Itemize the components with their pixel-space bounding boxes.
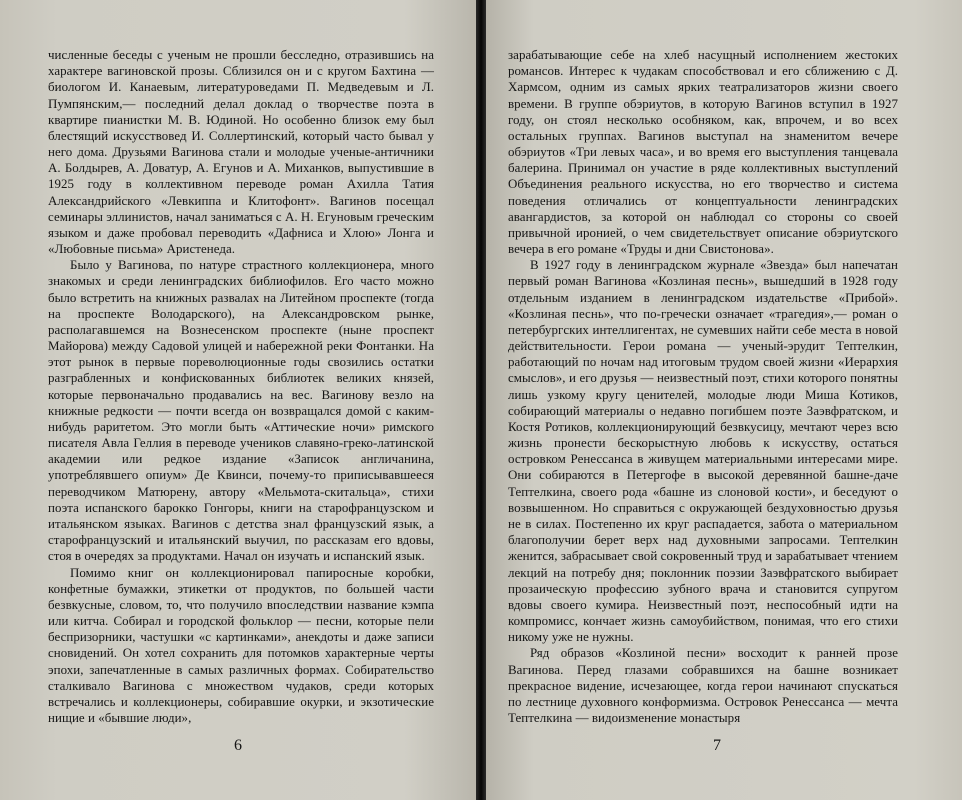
right-paragraph-3: Ряд образов «Козлиной песни» восходит к ранней прозе Вагинова. Перед глазами собравшихся на башне возникает прекрасное видение, исчезающее, когда герои начинают спускаться по лестнице духовного конформизма. Островок Ренессанса — мечта Тептелкина — видоизменение монастыря: [508, 645, 898, 726]
left-page: [0, 0, 476, 800]
right-paragraph-1: зарабатывающие себе на хлеб насущный исполнением жестоких романсов. Интерес к чудакам способствовал и его сближению с Д. Хармсом, одним из самых ярких театрализаторов жизни своего времени. В группе обэриутов, в которую Вагинов вступил в 1927 году, он стоял несколько особняком, как, впрочем, и во всех остальных группах. Вагинов выступал на знаменитом вечере обэриутов «Три левых часа», и во время его выступления танцевала балерина. Принимал он участие в ряде коллективных выступлений Объединения реального искусства, но его творчество и система поведения отличались от концептуальности ленинградских авангардистов, за которой он наблюдал со стороны со своей привычной иронией, о чем свидетельствует описание обэриутского вечера в его романе «Труды и дни Свистонова».: [508, 47, 898, 257]
left-paragraph-2: Было у Вагинова, по натуре страстного коллекционера, много знакомых и среди ленинградских библиофилов. Его часто можно было встретить на книжных развалах на Литейном проспекте (тогда на проспекте Володарского), на Александровском рынке, располагавшемся на Вознесенском проспекте (ныне проспект Майорова) между Садовой улицей и набережной реки Фонтанки. На этот рынок в первые пореволюционные годы свозились остатки разграбленных и конфискованных библиотек великих князей, которые первоначально продавались на вес. Вагинову везло на книжные редкости — почти всегда он возвращался домой с каким-нибудь раритетом. Это могли быть «Аттические ночи» римского писателя Авла Геллия в переводе учеников славяно-греко-латинской академии или редкое издание «Записок англичанина, употреблявшего опиум» Де Квинси, почему-то приписывавшееся переводчиком Матюрену, автору «Мельмота-скитальца», стихи поэта испанского барокко Гонгоры, книги на старофранцузском и итальянском языках. Вагинов с детства знал французский язык, а старофранцузский и итальянский выучил, по рассказам его вдовы, стоя в очередях за продуктами. Начал он изучать и испанский язык.: [48, 257, 434, 564]
right-paragraph-2: В 1927 году в ленинградском журнале «Звезда» был напечатан первый роман Вагинова «Козлиная песнь», вышедший в 1928 году отдельным изданием в ленинградском издательстве «Прибой». «Козлиная песнь», что по-гречески означает «трагедия»,— роман о петербургских интеллигентах, не сумевших найти себе места в новой действительности. Герои романа — ученый-эрудит Тептелкин, работающий по ночам над итоговым трудом своей жизни «Иерархия смыслов», и его друзья — неизвестный поэт, стихи которого понятны лишь узкому кругу ценителей, молодые люди Миша Котиков, собирающий материалы о недавно погибшем поэте Заэвфратском, и Костя Ротиков, коллекционирующий безвкусицу, мечтают через всю жизнь пронести бескорыстную любовь к искусству, остаться островком Ренессанса в живущем материальными интересами мире. Они собираются в Петергофе в высокой деревянной башне-даче Тептелкина, своего рода «башне из слоновой кости», и беседуют о возвышенном. Но справиться с окружающей бездуховностью друзья не в силах. Постепенно их круг распадается, забота о материальном благополучии берет верх над духовными запросами. Тептелкин женится, забрасывает свой сокровенный труд и зарабатывает чтением лекций на потребу дня; поклонник поэзии Заэвфратского выбирает прозаическую профессию зубного врача и становится супругом вдовы своего кумира. Неизвестный поэт, неспособный идти на компромисс, кончает жизнь самоубийством, понимая, что его стихи никому уже не нужны.: [508, 257, 898, 645]
right-page-text: [508, 47, 898, 726]
book-gutter: [476, 0, 486, 800]
left-paragraph-1: численные беседы с ученым не прошли бесследно, отразившись на характере вагиновской прозы. Сблизился он и с кругом Бахтина — биологом И. Канаевым, литературоведами П. Медведевым и Л. Пумпянским,— последний делал доклад о творчестве поэта в квартире пианистки М. В. Юдиной. Но особенно близок ему был блестящий искусствовед И. Соллертинский, который часто бывал у него дома. Друзьями Вагинова стали и молодые ученые-античники А. Болдырев, А. Доватур, А. Егунов и А. Миханков, выпустившие в 1925 году в коллективном переводе роман Ахилла Татия Александрийского «Левкиппа и Клитофонт». Вагинов посещал семинары эллинистов, начал заниматься с А. Н. Егуновым греческим языком и даже пробовал переводить «Дафниса и Хлою» Лонга и «Любовные письма» Аристенеда.: [48, 47, 434, 257]
left-paragraph-3: Помимо книг он коллекционировал папиросные коробки, конфетные бумажки, этикетки от продуктов, по большей части безвкусные, словом, то, что получило впоследствии название кэмпа или китча. Собирал и городской фольклор — песни, которые пели беспризорники, частушки «с картинками», анекдоты и даже записи сновидений. Он хотел сохранить для потомков характерные черты эпохи, запечатленные в самых различных формах. Собирательство сталкивало Вагинова с множеством чудаков, среди которых встречались и коллекционеры, собиравшие окурки, и экзотические нищие и «бывшие люди»,: [48, 564, 434, 726]
right-page-number: 7: [713, 737, 721, 754]
left-page-text: [48, 47, 434, 726]
right-page: [486, 0, 962, 800]
left-page-number: 6: [234, 737, 242, 754]
